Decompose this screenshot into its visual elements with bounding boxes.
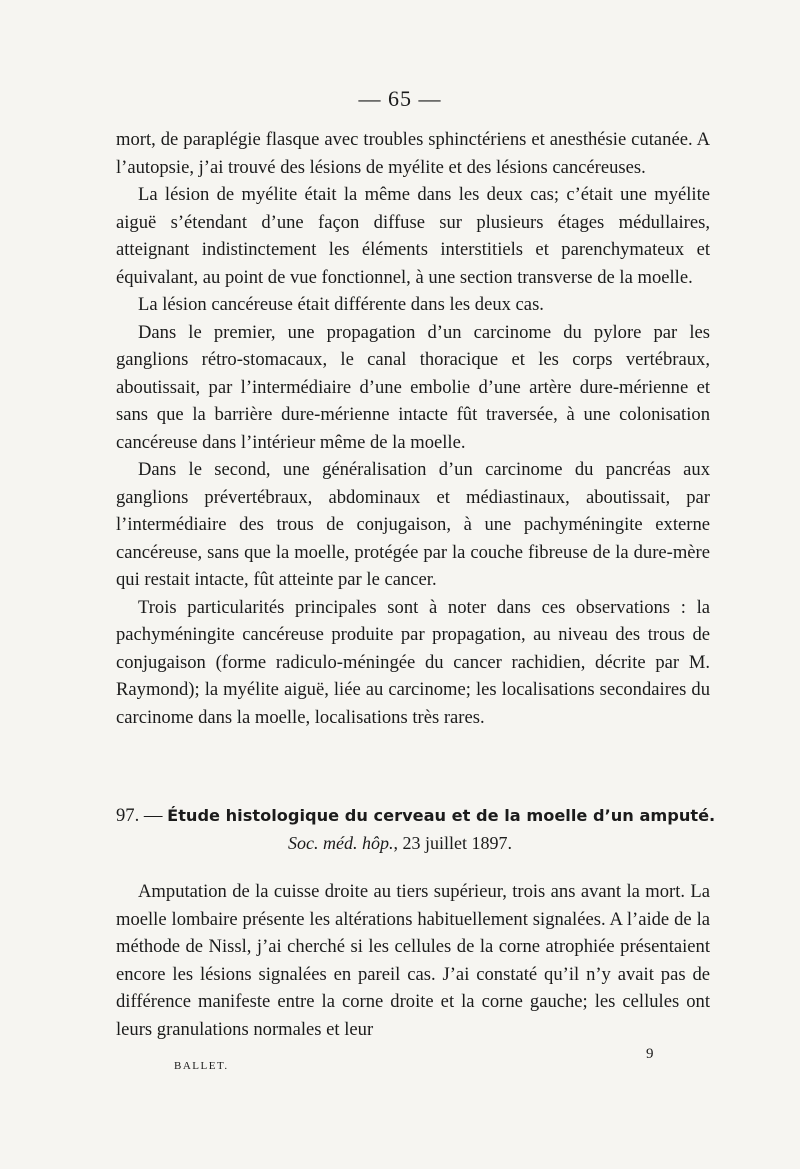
paragraph: Trois particularités principales sont à noter dans ces observations : la pachyméningite cancéreuse produite par propagation, au niveau des trous de conjugaison (forme radiculo-méningée du cancer rachidien, décrite par M. Raymond); la myélite aiguë, liée au carcinome; les localisations secondaires du carcinome dans la moelle, localisations très rares. [116,596,710,728]
body-text-block [116,126,710,731]
footer-author: BALLET. [174,1060,229,1072]
citation-date: , 23 juillet 1897. [393,833,512,853]
paragraph: mort, de paraplégie flasque avec troubles sphinctériens et anesthésie cutanée. A l’autopsie, j’ai trouvé des lésions de myélite et des lésions cancéreuses. [116,129,710,178]
paragraph: Dans le premier, une propagation d’un carcinome du pylore par les ganglions rétro-stomacaux, le canal thoracique et les corps vertébraux, aboutissait, par l’intermédiaire d’une embolie d’une artère dure-mérienne et sans que la barrière dure-mérienne intacte fût traversée, à une colonisation cancéreuse dans l’intérieur même de la moelle. [116,321,710,453]
section-number: 97. — [116,805,163,826]
paragraph: Dans le second, une généralisation d’un carcinome du pancréas aux ganglions prévertébraux, abdominaux et médiastinaux, aboutissait, par l’intermédiaire des trous de conjugaison, à une pachyméningite externe cancéreuse, sans que la moelle, protégée par la couche fibreuse de la dure-mère qui restait intacte, fût atteinte par le cancer. [116,459,710,590]
section-title: Étude histologique du cerveau et de la moelle d’un amputé. [167,806,716,825]
citation [0,830,800,856]
paragraph: La lésion cancéreuse était différente dans les deux cas. [138,294,544,315]
body-text-block [116,878,710,1043]
section-heading [116,803,720,829]
footer-signature: 9 [646,1046,654,1062]
paragraph: La lésion de myélite était la même dans les deux cas; c’était une myélite aiguë s’étendant d’une façon diffuse sur plusieurs étages médullaires, atteignant indistinctement les éléments interstitiels et parenchymateux et équivalant, au point de vue fonctionnel, à une section transverse de la moelle. [116,184,710,288]
citation-journal: Soc. méd. hôp. [288,833,394,853]
page-number: — 65 — [358,86,442,111]
paragraph: Amputation de la cuisse droite au tiers supérieur, trois ans avant la mort. La moelle lombaire présente les altérations habituellement signalées. A l’aide de la méthode de Nissl, j’ai cherché si les cellules de la corne atrophiée présentaient encore les lésions signalées en pareil cas. J’ai constaté qu’il n’y avait pas de différence manifeste entre la corne droite et la corne gauche; les cellules ont leurs granulations normales et leur [116,881,710,1040]
